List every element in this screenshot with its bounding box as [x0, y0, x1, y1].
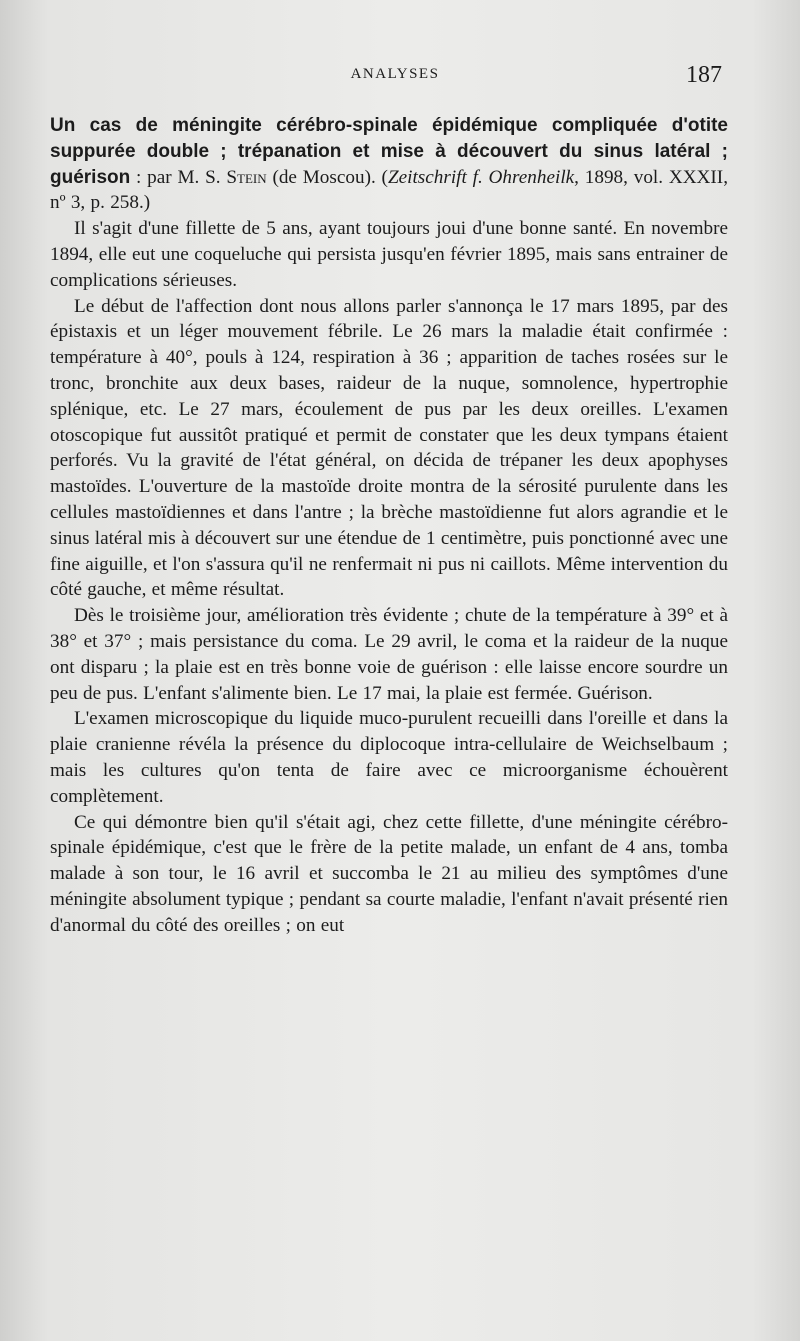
article-journal: Zeitschrift f. Ohrenheilk	[387, 166, 575, 188]
paragraph: Dès le troisième jour, amélioration très évidente ; chute de la température à 39° et à 38° et 37° ; mais persistance du coma. Le 29 avril, le coma et la raideur de la nuque ont disparu ; la plaie est en très bonne voie de guérison : elle laisse encore sourdre un peu de pus. L'enfant s'alimente bien. Le 17 mai, la plaie est fermée. Guérison.	[50, 605, 728, 704]
article-title: Un cas de méningite cérébro-spinale épidémique compliquée d'otite suppurée double ; trépanation et mise à découvert du sinus latéral ; guérison	[50, 115, 728, 188]
paragraph: Le début de l'affection dont nous allons parler s'annonça le 17 mars 1895, par des épistaxis et un léger mouvement fébrile. Le 26 mars la maladie était confirmée : température à 40°, pouls à 124, respiration à 36 ; apparition de taches rosées sur le tronc, bronchite aux deux bases, raideur de la nuque, somnolence, hypertrophie splénique, etc. Le 27 mars, écoulement de pus par les deux oreilles. L'examen otoscopique fut aussitôt pratiqué et permit de constater que les deux tympans étaient perforés. Vu la gravité de l'état général, on décida de trépaner les deux apophyses mastoïdes. L'ouverture de la mastoïde droite montra de la sérosité purulente dans les cellules mastoïdiennes et dans l'antre ; la brèche mastoïdienne fut alors agrandie et le sinus latéral mis à découvert sur une étendue de 1 centimètre, puis ponctionné avec une fine aiguille, et l'on s'assura qu'il ne renfermait ni pus ni caillots. Même intervention du côté gauche, et même résultat.	[50, 295, 728, 601]
running-head	[0, 62, 800, 96]
article-citation: , 1898, vol. XXXII, nº 3, p. 258.)	[50, 166, 728, 214]
article-heading	[50, 113, 728, 216]
paragraph: L'examen microscopique du liquide muco-purulent recueilli dans l'oreille et dans la plaie cranienne révéla la présence du diplocoque intra-cellulaire de Weichselbaum ; mais les cultures qu'on tenta de faire avec ce microorganisme échouèrent complètement.	[50, 708, 728, 807]
article-author: Stein	[226, 166, 267, 188]
paragraph: Il s'agit d'une fillette de 5 ans, ayant toujours joui d'une bonne santé. En novembre 1894, elle eut une coqueluche qui persista jusqu'en février 1895, mais sans entrainer de complications sérieuses.	[50, 218, 728, 291]
article-origin: (de Moscou). (	[266, 166, 388, 188]
running-title: ANALYSES	[350, 66, 440, 82]
page-number: 187	[686, 62, 722, 88]
article-by: : par M. S.	[130, 166, 227, 188]
paragraph: Ce qui démontre bien qu'il s'était agi, chez cette fillette, d'une méningite cérébro-spinale épidémique, c'est que le frère de la petite malade, un enfant de 4 ans, tomba malade à son tour, le 16 avril et succomba le 21 au milieu des symptômes d'une méningite absolument typique ; pendant sa courte maladie, l'enfant n'avait présenté rien d'anormal du côté des oreilles ; on eut	[50, 811, 728, 936]
article-body	[50, 113, 728, 939]
